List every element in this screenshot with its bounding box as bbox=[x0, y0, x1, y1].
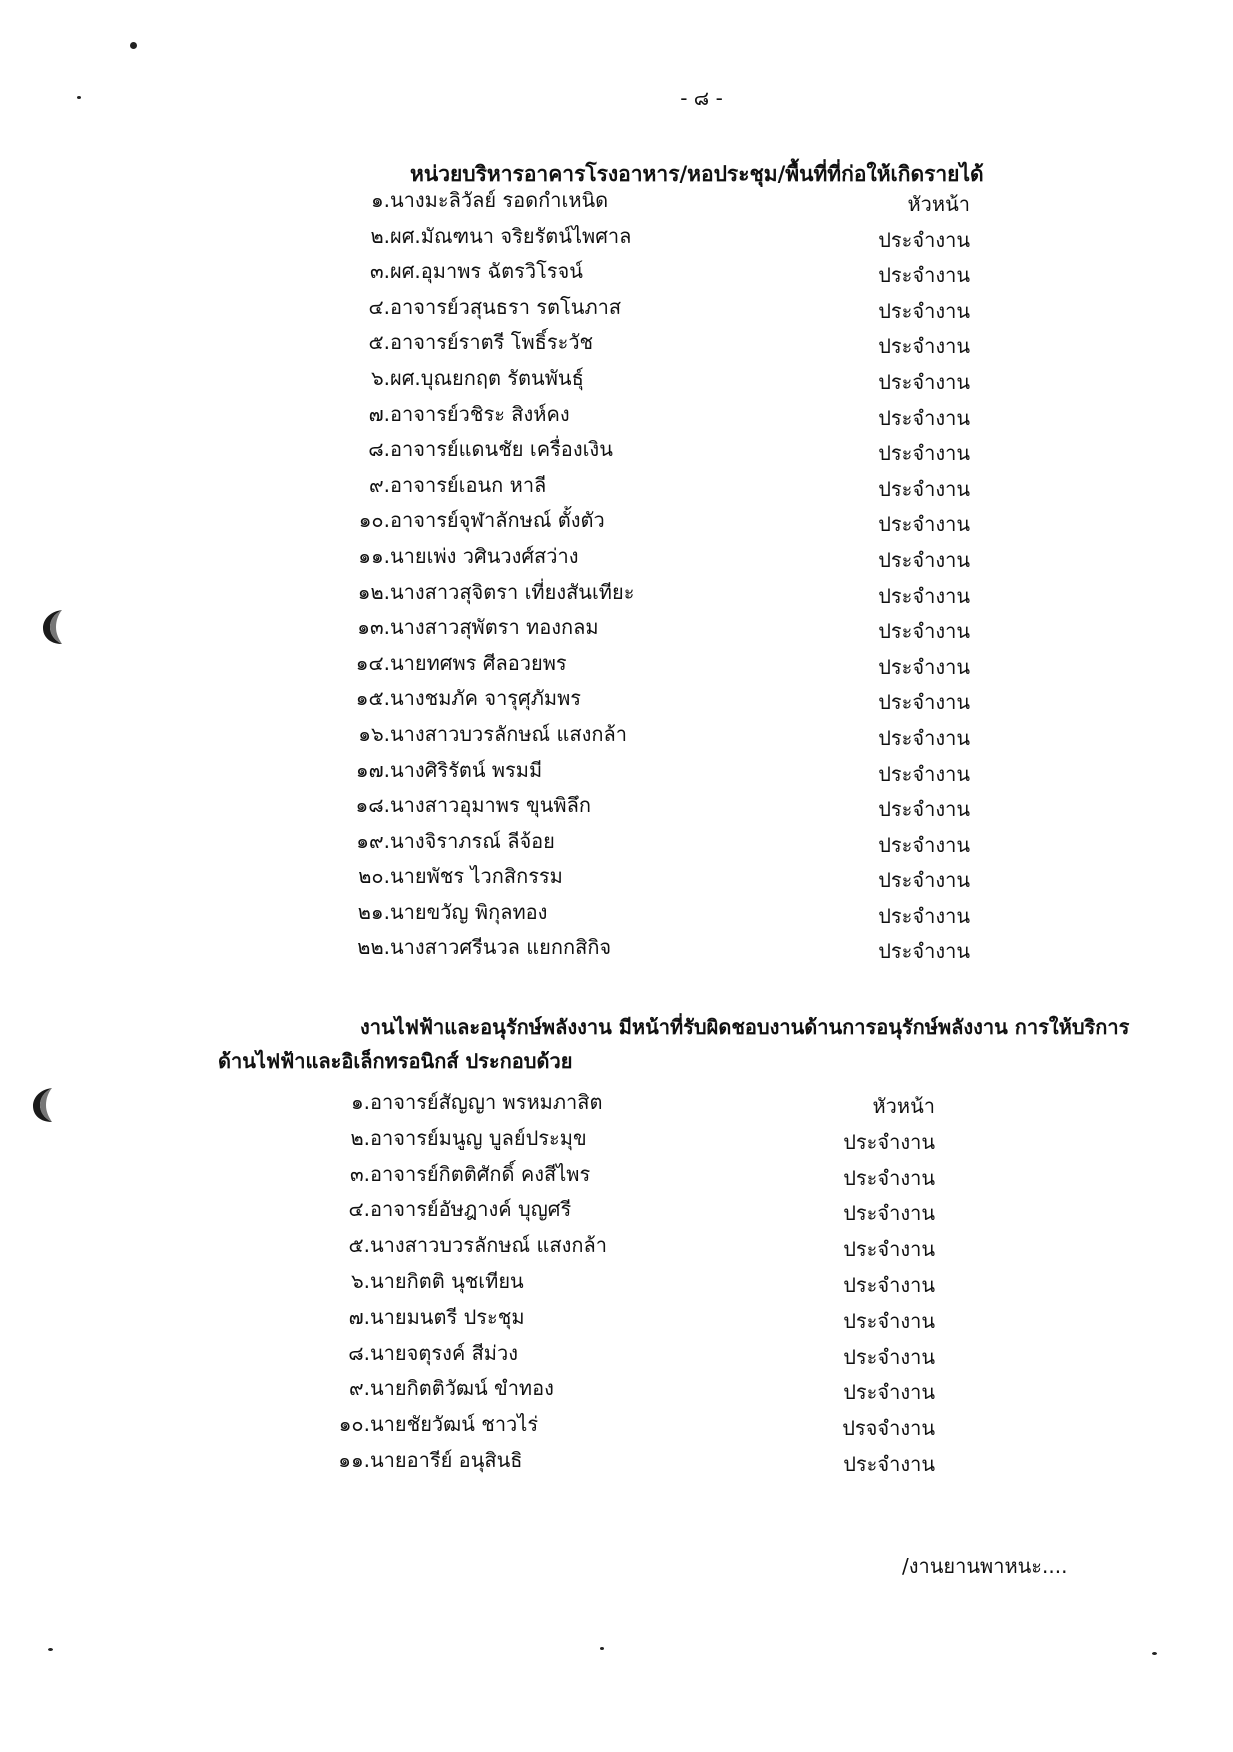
list-item bbox=[335, 362, 970, 398]
list-item bbox=[335, 754, 970, 790]
list-item bbox=[335, 611, 970, 647]
section-title: หน่วยบริหารอาคารโรงอาหาร/หอประชุม/พื้นที่ที่ก่อให้เกิดรายได้ bbox=[410, 162, 984, 186]
member-name: อาจารย์ราตรี โพธิ์ระวัช bbox=[390, 330, 594, 355]
member-role: ประจำงาน bbox=[878, 832, 970, 857]
list-item bbox=[335, 825, 970, 861]
punch-hole-icon bbox=[30, 1085, 62, 1125]
member-name: นางชมภัค จารุศุภัมพร bbox=[390, 686, 582, 711]
continuation-note: /งานยานพาหนะ.... bbox=[902, 1554, 1068, 1578]
member-list bbox=[315, 1086, 935, 1480]
member-role: ประจำงาน bbox=[843, 1165, 935, 1190]
item-number: ๔. bbox=[368, 294, 390, 319]
list-item bbox=[315, 1444, 935, 1480]
member-role: ประจำงาน bbox=[878, 263, 970, 288]
member-role: หัวหน้า bbox=[907, 192, 970, 216]
list-item bbox=[335, 469, 970, 505]
member-name: อาจารย์มนูญ บูลย์ประมุข bbox=[370, 1125, 587, 1150]
member-name: อาจารย์แดนชัย เครื่องเงิน bbox=[390, 437, 613, 462]
item-number: ๑๖. bbox=[358, 721, 390, 746]
list-item bbox=[315, 1265, 935, 1301]
member-role: ปรจจำงาน bbox=[842, 1416, 935, 1441]
list-item bbox=[335, 291, 970, 327]
item-number: ๕. bbox=[348, 1233, 370, 1258]
item-number: ๓. bbox=[369, 259, 390, 284]
item-number: ๙. bbox=[368, 472, 390, 497]
list-item bbox=[335, 647, 970, 683]
item-number: ๑๓. bbox=[357, 615, 390, 640]
item-number: ๑. bbox=[370, 188, 390, 212]
member-role: ประจำงาน bbox=[878, 476, 970, 501]
member-role: ประจำงาน bbox=[843, 1237, 935, 1262]
list-item bbox=[335, 576, 970, 612]
member-role: ประจำงาน bbox=[878, 725, 970, 750]
item-number: ๒. bbox=[350, 1125, 370, 1150]
item-number: ๖. bbox=[350, 1268, 370, 1293]
item-number: ๑๙. bbox=[356, 828, 390, 853]
item-number: ๑๐. bbox=[358, 508, 390, 533]
list-item bbox=[335, 398, 970, 434]
member-name: นายกิตติ นุชเทียน bbox=[370, 1268, 524, 1293]
page-number: - ๘ - bbox=[680, 86, 723, 110]
list-item bbox=[315, 1086, 935, 1122]
item-number: ๑๐. bbox=[338, 1412, 370, 1437]
item-number: ๗. bbox=[368, 401, 390, 426]
member-role: ประจำงาน bbox=[878, 298, 970, 323]
punch-hole-icon bbox=[40, 607, 72, 647]
item-number: ๙. bbox=[348, 1376, 370, 1401]
member-role: หัวหน้า bbox=[872, 1094, 935, 1118]
member-name: นายมนตรี ประชุม bbox=[370, 1304, 525, 1329]
section-description-continued: ด้านไฟฟ้าและอิเล็กทรอนิกส์ ประกอบด้วย bbox=[218, 1049, 573, 1073]
member-role: ประจำงาน bbox=[878, 334, 970, 359]
item-number: ๑๘. bbox=[355, 793, 390, 818]
list-item bbox=[315, 1193, 935, 1229]
scan-speck bbox=[130, 42, 137, 49]
list-item bbox=[335, 220, 970, 256]
member-name: นางสาวสุจิตรา เที่ยงสันเทียะ bbox=[390, 579, 635, 604]
member-name: นางสาวศรีนวล แยกกสิกิจ bbox=[390, 935, 612, 960]
member-role: ประจำงาน bbox=[878, 868, 970, 893]
list-item bbox=[315, 1158, 935, 1194]
scan-speck bbox=[1152, 1652, 1157, 1655]
member-role: ประจำงาน bbox=[878, 441, 970, 466]
member-name: อาจารย์จุฬาลักษณ์ ตั้งตัว bbox=[390, 508, 605, 533]
list-item bbox=[335, 540, 970, 576]
member-role: ประจำงาน bbox=[878, 405, 970, 430]
member-name: นางสาวสุพัตรา ทองกลม bbox=[390, 615, 599, 640]
list-item bbox=[335, 255, 970, 291]
member-name: อาจารย์กิตติศักดิ์ คงสีไพร bbox=[370, 1161, 591, 1186]
list-item bbox=[335, 184, 970, 220]
member-role: ประจำงาน bbox=[843, 1308, 935, 1333]
list-item bbox=[335, 718, 970, 754]
member-role: ประจำงาน bbox=[878, 512, 970, 537]
item-number: ๑๒. bbox=[357, 579, 390, 604]
member-name: นายพัชร ไวกสิกรรม bbox=[390, 864, 563, 889]
item-number: ๗. bbox=[348, 1304, 370, 1329]
item-number: ๒๐. bbox=[358, 864, 390, 889]
item-number: ๑. bbox=[350, 1090, 370, 1114]
scan-speck bbox=[48, 1648, 53, 1651]
member-name: นายจตุรงค์ สีม่วง bbox=[370, 1340, 518, 1365]
member-name: นางสาวบวรลักษณ์ แสงกล้า bbox=[370, 1233, 607, 1258]
member-list bbox=[335, 184, 970, 967]
member-role: ประจำงาน bbox=[843, 1451, 935, 1476]
item-number: ๘. bbox=[348, 1340, 370, 1365]
member-name: นายกิตติวัฒน์ ขำทอง bbox=[370, 1376, 554, 1401]
item-number: ๑๗. bbox=[355, 757, 390, 782]
member-name: นางสาวอุมาพร ขุนพิลึก bbox=[390, 793, 591, 818]
member-role: ประจำงาน bbox=[878, 903, 970, 928]
member-name: ผศ.บุณยกฤต รัตนพันธุ์ bbox=[390, 365, 584, 390]
member-name: นางศิริรัตน์ พรมมี bbox=[390, 757, 543, 782]
member-name: ผศ.อุมาพร ฉัตรวิโรจน์ bbox=[390, 259, 583, 284]
item-number: ๕. bbox=[368, 330, 390, 355]
item-number: ๖. bbox=[370, 365, 390, 390]
section-description: งานไฟฟ้าและอนุรักษ์พลังงาน มีหน้าที่รับผิดชอบงานด้านการอนุรักษ์พลังงาน การให้บริการ bbox=[360, 1015, 1130, 1039]
item-number: ๘. bbox=[368, 437, 390, 462]
item-number: ๒. bbox=[370, 223, 390, 248]
member-role: ประจำงาน bbox=[878, 690, 970, 715]
item-number: ๑๑. bbox=[338, 1447, 370, 1472]
member-role: ประจำงาน bbox=[843, 1201, 935, 1226]
member-role: ประจำงาน bbox=[878, 583, 970, 608]
member-role: ประจำงาน bbox=[878, 547, 970, 572]
member-role: ประจำงาน bbox=[878, 939, 970, 964]
member-role: ประจำงาน bbox=[878, 761, 970, 786]
item-number: ๓. bbox=[349, 1161, 370, 1186]
list-item bbox=[335, 326, 970, 362]
member-role: ประจำงาน bbox=[843, 1380, 935, 1405]
member-name: นายขวัญ พิกุลทอง bbox=[390, 899, 548, 924]
item-number: ๒๒. bbox=[357, 935, 390, 960]
list-item bbox=[315, 1122, 935, 1158]
list-item bbox=[335, 682, 970, 718]
list-item bbox=[315, 1301, 935, 1337]
member-name: อาจารย์อัษฎางค์ บุญศรี bbox=[370, 1197, 572, 1222]
list-item bbox=[335, 931, 970, 967]
member-name: อาจารย์วชิระ สิงห์คง bbox=[390, 401, 570, 426]
list-item bbox=[335, 433, 970, 469]
member-name: อาจารย์เอนก หาลี bbox=[390, 472, 547, 497]
member-role: ประจำงาน bbox=[843, 1272, 935, 1297]
member-role: ประจำงาน bbox=[843, 1344, 935, 1369]
member-name: นางจิราภรณ์ ลีจ้อย bbox=[390, 828, 555, 853]
member-name: ผศ.มัณฑนา จริยรัตน์ไพศาล bbox=[390, 223, 632, 248]
member-name: นายเพ่ง วศินวงศ์สว่าง bbox=[390, 543, 579, 568]
list-item bbox=[315, 1408, 935, 1444]
member-role: ประจำงาน bbox=[878, 619, 970, 644]
list-item bbox=[335, 789, 970, 825]
member-name: อาจารย์สัญญา พรหมภาสิต bbox=[370, 1090, 603, 1114]
item-number: ๑๔. bbox=[355, 650, 390, 675]
member-name: นางมะลิวัลย์ รอดกำเหนิด bbox=[390, 188, 609, 212]
list-item bbox=[315, 1372, 935, 1408]
member-name: นายทศพร ศีลอวยพร bbox=[390, 650, 567, 675]
item-number: ๔. bbox=[348, 1197, 370, 1222]
member-name: นายชัยวัฒน์ ชาวไร่ bbox=[370, 1412, 539, 1437]
member-name: นายอารีย์ อนุสินธิ bbox=[370, 1447, 523, 1472]
list-item bbox=[335, 860, 970, 896]
item-number: ๑๑. bbox=[358, 543, 390, 568]
member-role: ประจำงาน bbox=[878, 227, 970, 252]
member-role: ประจำงาน bbox=[878, 797, 970, 822]
member-role: ประจำงาน bbox=[878, 654, 970, 679]
scan-speck bbox=[600, 1647, 604, 1650]
list-item bbox=[315, 1337, 935, 1373]
member-role: ประจำงาน bbox=[843, 1129, 935, 1154]
item-number: ๒๑. bbox=[357, 899, 390, 924]
member-role: ประจำงาน bbox=[878, 369, 970, 394]
member-name: นางสาวบวรลักษณ์ แสงกล้า bbox=[390, 721, 627, 746]
item-number: ๑๕. bbox=[355, 686, 390, 711]
list-item bbox=[315, 1229, 935, 1265]
list-item bbox=[335, 896, 970, 932]
list-item bbox=[335, 504, 970, 540]
member-name: อาจารย์วสุนธรา รตโนภาส bbox=[390, 294, 622, 319]
